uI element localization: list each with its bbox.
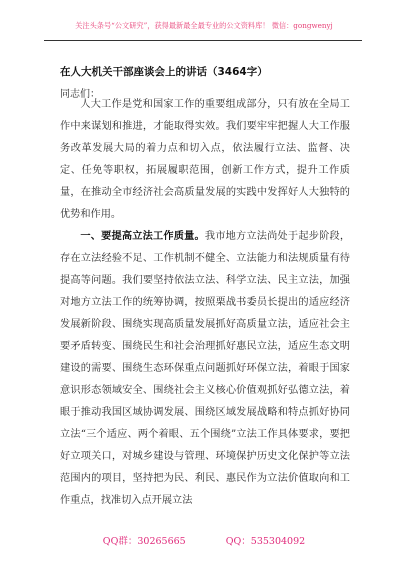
section-1-heading: 一、要提高立法工作质量。 xyxy=(80,231,205,242)
document-title: 在人大机关干部座谈会上的讲话（3464字） xyxy=(60,66,268,78)
header-banner-text: 关注头条号“公文研究”，获得最新最全最专业的公文资料库！ 微信：gongwenyj xyxy=(75,21,333,30)
paragraph-intro: 人大工作是党和国家工作的重要组成部分，只有放在全局工作中来谋划和推进，才能取得实效。我们要牢牢把握人大工作服务改革发展大局的着力点和切入点，依法履行立法、监督、决定、任免等职权，拓展履职范围，创新工作方式，提升工作质量，在推动全市经济社会高质量发展的实践中发挥好人大独特的优势和作用。 xyxy=(60,99,350,220)
header-banner xyxy=(0,18,408,34)
header-divider xyxy=(44,40,362,41)
paragraph-section-1 xyxy=(60,226,350,512)
salutation: 同志们： xyxy=(60,89,100,100)
footer xyxy=(0,533,408,549)
footer-qq-group: QQ群：30265665 xyxy=(102,536,186,547)
section-1-body: 我市地方立法尚处于起步阶段，存在立法经验不足、工作机制不健全、立法能力和法规质量有待提高等问题。我们要坚持依法立法、科学立法、民主立法，加强对地方立法工作的统筹协调，按照栗战书委员长提出的适应经济发展新阶段、围绕实现高质量发展抓好高质量立法，适应社会主要矛盾转变、围绕民生和社会治理抓好惠民立法，适应生态文明建设的需要、围绕生态环保重点问题抓好环保立法，着眼于国家意识形态领域安全、围绕社会主义核心价值观抓好弘德立法，着眼于推动我国区域协调发展、围绕区域发展战略和特点抓好协同立法“三个适应、两个着眼、五个围绕”立法工作具体要求，要把好立项关口，对城乡建设与管理、环境保护历史文化保护等立法范围内的项目，坚持把为民、利民、惠民作为立法价值取向和工作重点，找准切入点开展立法 xyxy=(60,231,351,506)
footer-qq: QQ：535304092 xyxy=(225,536,306,547)
